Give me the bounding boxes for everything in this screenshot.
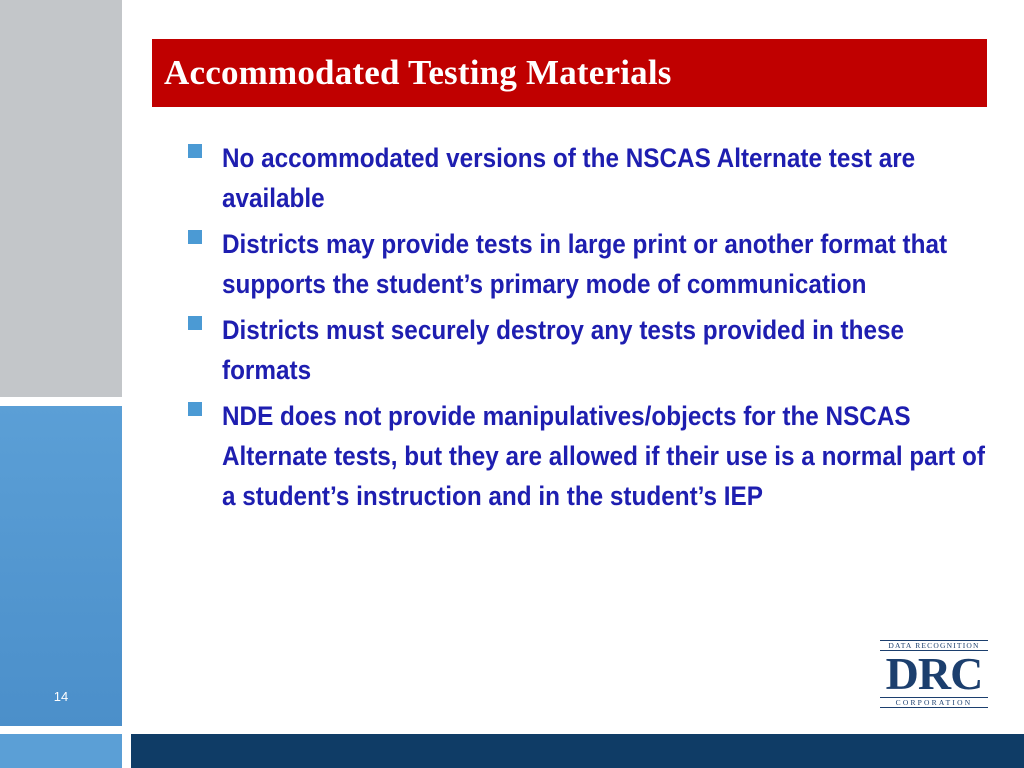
square-bullet-icon xyxy=(188,316,202,330)
sidebar-blue-panel xyxy=(0,406,122,726)
bullet-item xyxy=(186,310,986,390)
bullet-text: No accommodated versions of the NSCAS Alternate test are available xyxy=(222,143,916,213)
bullet-item xyxy=(186,396,986,516)
bullet-text: Districts may provide tests in large print or another format that supports the student’s primary mode of communication xyxy=(222,229,948,299)
logo-main-text: DRC xyxy=(885,648,983,699)
page-number: 14 xyxy=(53,689,69,704)
square-bullet-icon xyxy=(188,402,202,416)
logo-top-text: DATA RECOGNITION xyxy=(880,640,988,651)
slide-title: Accommodated Testing Materials xyxy=(164,53,672,92)
square-bullet-icon xyxy=(188,230,202,244)
sidebar-footer-panel xyxy=(0,734,122,768)
bottom-navy-bar xyxy=(131,734,1024,768)
title-bar xyxy=(152,39,987,107)
bullet-text: NDE does not provide manipulatives/objects for the NSCAS Alternate tests, but they are allowed if their use is a normal part of a student’s instruction and in the student’s IEP xyxy=(222,401,985,511)
logo-bottom-text: CORPORATION xyxy=(880,697,988,708)
bullet-item xyxy=(186,138,986,218)
sidebar-gray-panel xyxy=(0,0,122,397)
square-bullet-icon xyxy=(188,144,202,158)
bullet-list xyxy=(186,138,986,522)
bullet-item xyxy=(186,224,986,304)
drc-logo xyxy=(880,640,988,706)
bullet-text: Districts must securely destroy any tests provided in these formats xyxy=(222,315,905,385)
